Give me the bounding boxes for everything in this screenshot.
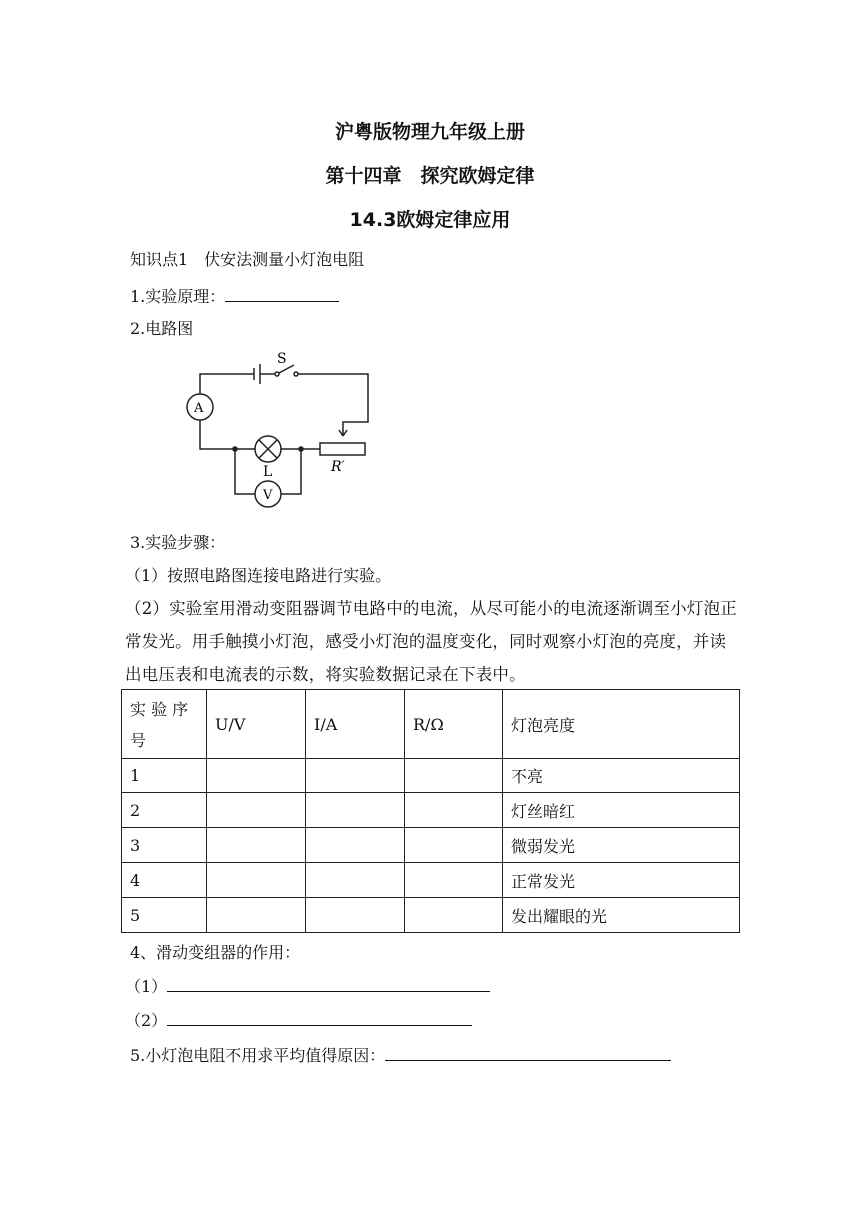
rheostat-label: R′ bbox=[331, 459, 345, 475]
cell-index: 3 bbox=[122, 828, 207, 863]
no-average-reason-label: 5.小灯泡电阻不用求平均值得原因： bbox=[130, 1046, 386, 1065]
chapter-title: 第十四章 探究欧姆定律 bbox=[325, 165, 535, 187]
cell-resistance[interactable] bbox=[405, 793, 503, 828]
rheostat-role-1-blank[interactable] bbox=[167, 975, 490, 992]
cell-index: 1 bbox=[122, 759, 207, 793]
no-average-reason-blank[interactable] bbox=[385, 1044, 671, 1061]
cell-current[interactable] bbox=[306, 863, 405, 898]
cell-resistance[interactable] bbox=[405, 759, 503, 793]
cell-resistance[interactable] bbox=[405, 828, 503, 863]
table-row bbox=[122, 793, 740, 828]
cell-voltage[interactable] bbox=[207, 863, 306, 898]
table-row bbox=[122, 898, 740, 933]
cell-index: 5 bbox=[122, 898, 207, 933]
cell-brightness: 灯丝暗红 bbox=[503, 793, 740, 828]
switch-label: S bbox=[277, 351, 287, 367]
section-title: 14.3欧姆定律应用 bbox=[349, 209, 511, 231]
table-row bbox=[122, 759, 740, 793]
no-average-reason-line bbox=[130, 1043, 671, 1066]
ammeter-label: A bbox=[194, 401, 204, 416]
header-cell-brightness: 灯泡亮度 bbox=[503, 690, 740, 759]
table-header-row bbox=[122, 690, 740, 759]
cell-current[interactable] bbox=[306, 828, 405, 863]
cell-index: 2 bbox=[122, 793, 207, 828]
header-cell-voltage: U/V bbox=[207, 690, 306, 759]
junction-right bbox=[298, 446, 304, 452]
step-1: （1）按照电路图连接电路进行实验。 bbox=[125, 566, 392, 585]
cell-current[interactable] bbox=[306, 759, 405, 793]
cell-voltage[interactable] bbox=[207, 793, 306, 828]
rheostat-role-1 bbox=[125, 974, 490, 997]
cell-brightness: 不亮 bbox=[503, 759, 740, 793]
cell-index: 4 bbox=[122, 863, 207, 898]
voltmeter-label: V bbox=[263, 488, 273, 503]
rheostat-role-2-blank[interactable] bbox=[167, 1009, 472, 1026]
principle-blank[interactable] bbox=[225, 285, 339, 302]
principle-label: 1.实验原理： bbox=[130, 287, 226, 306]
cell-voltage[interactable] bbox=[207, 828, 306, 863]
rheostat-role-label: 4、滑动变组器的作用： bbox=[130, 943, 301, 962]
circuit-diagram bbox=[180, 350, 380, 515]
junction-left bbox=[232, 446, 238, 452]
steps-label: 3.实验步骤： bbox=[130, 533, 226, 552]
step-2: （2）实验室用滑动变阻器调节电路中的电流，从尽可能小的电流逐渐调至小灯泡正常发光。用手触摸小灯泡，感受小灯泡的温度变化，同时观察小灯泡的亮度，并读出电压表和电流表的示数，将实验数据记录在下表中。 bbox=[125, 599, 737, 684]
principle-line bbox=[130, 284, 339, 307]
data-table bbox=[121, 689, 740, 933]
header-cell-resistance: R/Ω bbox=[405, 690, 503, 759]
rheostat-role-2-label: （2） bbox=[125, 1011, 168, 1030]
table-row bbox=[122, 863, 740, 898]
header-cell-index: 实 验 序 号 bbox=[122, 690, 207, 759]
cell-voltage[interactable] bbox=[207, 898, 306, 933]
cell-voltage[interactable] bbox=[207, 759, 306, 793]
cell-current[interactable] bbox=[306, 898, 405, 933]
cell-resistance[interactable] bbox=[405, 863, 503, 898]
cell-brightness: 正常发光 bbox=[503, 863, 740, 898]
rheostat bbox=[320, 443, 365, 455]
cell-brightness: 微弱发光 bbox=[503, 828, 740, 863]
circuit-diagram-label: 2.电路图 bbox=[130, 319, 194, 338]
cell-resistance[interactable] bbox=[405, 898, 503, 933]
header-cell-current: I/A bbox=[306, 690, 405, 759]
lamp-label: L bbox=[263, 464, 273, 480]
document-title: 沪粤版物理九年级上册 bbox=[334, 121, 525, 143]
rheostat-role-2 bbox=[125, 1008, 472, 1031]
cell-brightness: 发出耀眼的光 bbox=[503, 898, 740, 933]
rheostat-role-1-label: （1） bbox=[125, 977, 168, 996]
table-row bbox=[122, 828, 740, 863]
cell-current[interactable] bbox=[306, 793, 405, 828]
knowledge-point-heading: 知识点1 伏安法测量小灯泡电阻 bbox=[130, 250, 365, 269]
